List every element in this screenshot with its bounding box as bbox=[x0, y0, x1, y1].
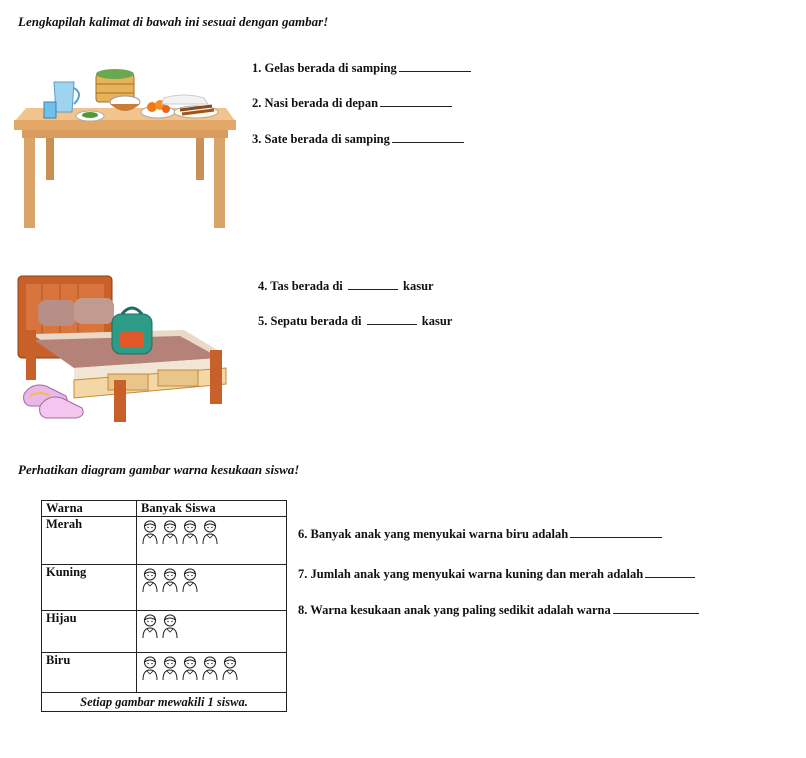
student-icon bbox=[141, 655, 159, 681]
student-icon bbox=[161, 613, 179, 639]
table-row bbox=[42, 653, 287, 693]
header-count: Banyak Siswa bbox=[137, 501, 287, 517]
student-icon bbox=[141, 519, 159, 545]
student-icon bbox=[161, 519, 179, 545]
question-text: kasur bbox=[403, 279, 434, 293]
pictogram-table bbox=[41, 500, 287, 712]
row-label: Biru bbox=[42, 653, 137, 693]
answer-blank[interactable] bbox=[613, 612, 699, 614]
question-text: Sepatu berada di bbox=[270, 314, 362, 328]
question-number: 5. bbox=[258, 314, 268, 328]
question-number: 3. bbox=[252, 132, 262, 146]
bed-illustration bbox=[14, 270, 236, 430]
table-leg bbox=[214, 134, 225, 228]
question-number: 4. bbox=[258, 279, 268, 293]
answer-blank[interactable] bbox=[570, 536, 662, 538]
answer-blank[interactable] bbox=[348, 288, 398, 290]
student-icon bbox=[161, 655, 179, 681]
table-top bbox=[14, 120, 236, 130]
student-icon bbox=[221, 655, 239, 681]
bed-post bbox=[114, 380, 126, 422]
student-icon bbox=[181, 567, 199, 593]
section-heading-2: Perhatikan diagram gambar warna kesukaan siswa! bbox=[18, 462, 300, 477]
table-leg bbox=[24, 134, 35, 228]
table-leg bbox=[196, 134, 204, 180]
row-faces bbox=[137, 517, 287, 565]
student-icon bbox=[181, 519, 199, 545]
question-7 bbox=[298, 567, 697, 582]
question-number: 1. bbox=[252, 61, 262, 75]
question-text: Banyak anak yang menyukai warna biru adalah bbox=[310, 527, 569, 541]
row-label: Merah bbox=[42, 517, 137, 565]
question-number: 6. bbox=[298, 527, 308, 541]
pillow bbox=[38, 300, 76, 326]
dining-table-illustration bbox=[14, 62, 236, 230]
question-number: 7. bbox=[298, 567, 308, 581]
answer-blank[interactable] bbox=[645, 576, 695, 578]
row-label: Kuning bbox=[42, 565, 137, 611]
table-row bbox=[42, 517, 287, 565]
row-label: Hijau bbox=[42, 611, 137, 653]
student-icon bbox=[141, 613, 159, 639]
answer-blank[interactable] bbox=[399, 70, 471, 72]
student-icon bbox=[141, 567, 159, 593]
question-text: Jumlah anak yang menyukai warna kuning dan merah adalah bbox=[310, 567, 644, 581]
question-3 bbox=[252, 132, 466, 147]
question-number: 2. bbox=[252, 96, 262, 110]
section-heading-1: Lengkapilah kalimat di bawah ini sesuai dengan gambar! bbox=[18, 14, 329, 29]
student-icon bbox=[181, 655, 199, 681]
student-icon bbox=[161, 567, 179, 593]
answer-blank[interactable] bbox=[367, 323, 417, 325]
pitcher bbox=[54, 82, 74, 112]
pillow bbox=[74, 298, 114, 324]
question-5 bbox=[258, 314, 452, 329]
row-faces bbox=[137, 565, 287, 611]
row-faces bbox=[137, 611, 287, 653]
table-row bbox=[42, 611, 287, 653]
question-text: Gelas berada di samping bbox=[264, 61, 397, 75]
question-text: Nasi berada di depan bbox=[264, 96, 379, 110]
table-row bbox=[42, 565, 287, 611]
shoe bbox=[40, 397, 84, 418]
glass bbox=[44, 102, 56, 118]
student-icon bbox=[201, 519, 219, 545]
row-faces bbox=[137, 653, 287, 693]
question-text: Warna kesukaan anak yang paling sedikit adalah warna bbox=[310, 603, 611, 617]
header-color: Warna bbox=[42, 501, 137, 517]
answer-blank[interactable] bbox=[392, 141, 464, 143]
pictogram-footer: Setiap gambar mewakili 1 siswa. bbox=[42, 693, 287, 712]
table-leg bbox=[46, 134, 54, 180]
question-text: kasur bbox=[421, 314, 453, 328]
answer-blank[interactable] bbox=[380, 105, 452, 107]
question-4 bbox=[258, 279, 434, 294]
student-icon bbox=[201, 655, 219, 681]
question-text: Tas berada di bbox=[270, 279, 343, 293]
question-2 bbox=[252, 96, 454, 111]
question-text: Sate berada di samping bbox=[264, 132, 390, 146]
bed-post bbox=[210, 350, 222, 404]
question-number: 8. bbox=[298, 603, 308, 617]
question-1 bbox=[252, 61, 473, 76]
question-8 bbox=[298, 603, 701, 618]
question-6 bbox=[298, 527, 664, 542]
